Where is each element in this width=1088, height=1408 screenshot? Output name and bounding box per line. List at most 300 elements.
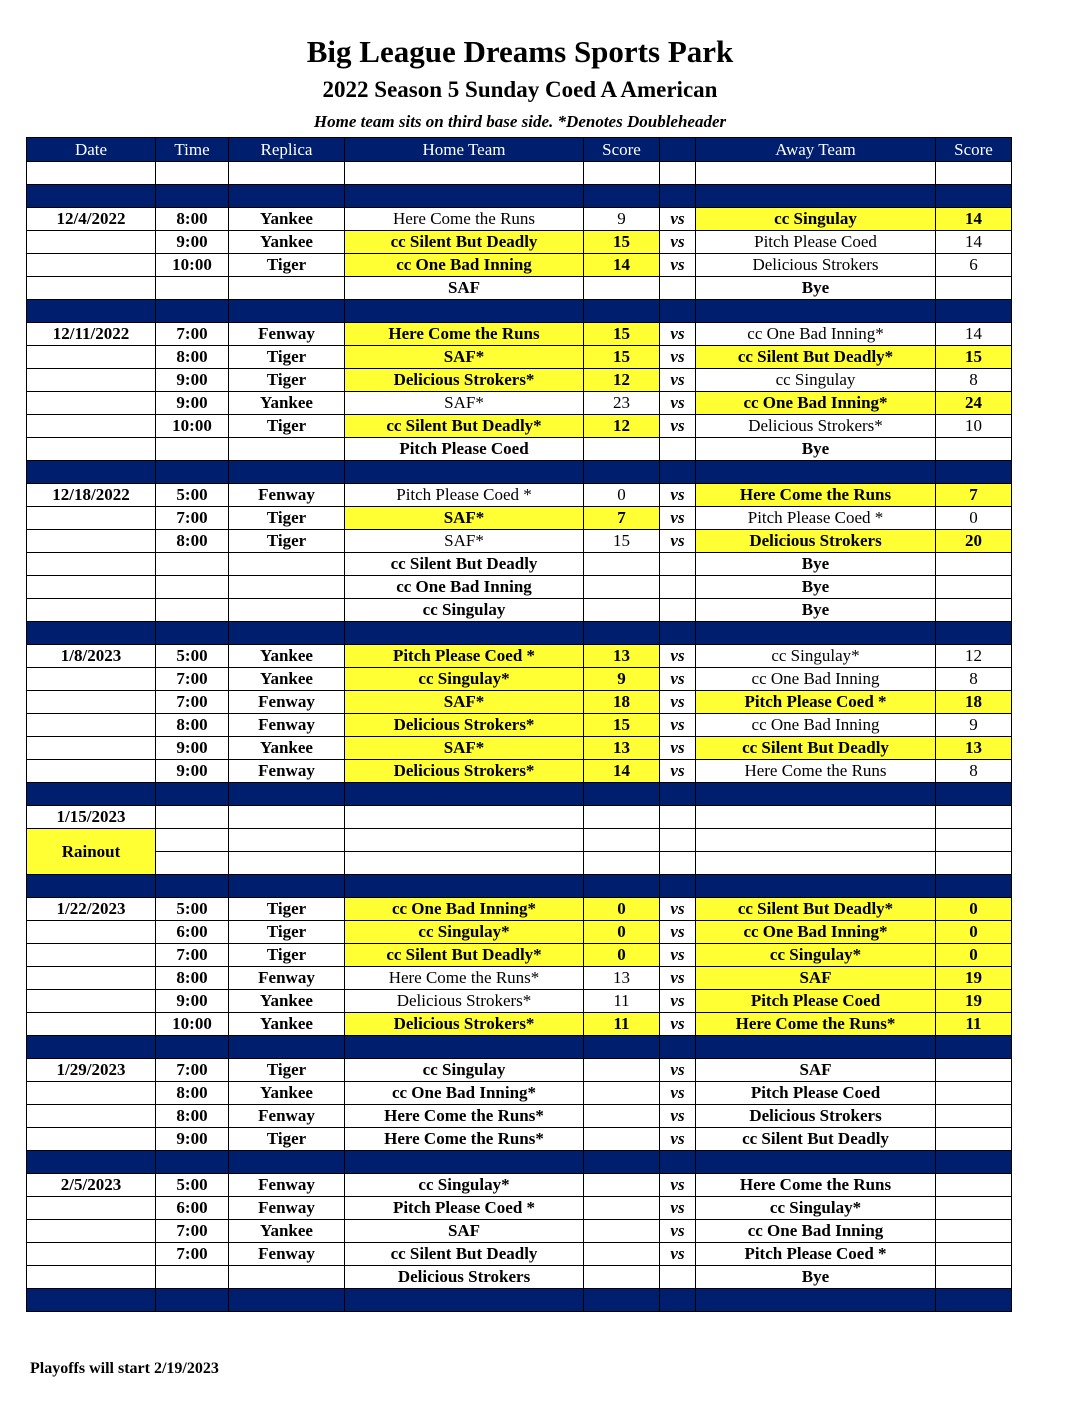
away-team-cell: cc One Bad Inning* xyxy=(696,921,936,944)
home-score-cell: 12 xyxy=(584,415,660,438)
separator-cell xyxy=(229,185,345,208)
home-team-cell: Here Come the Runs* xyxy=(345,1105,584,1128)
home-team-cell: cc Silent But Deadly* xyxy=(345,944,584,967)
date-cell: 12/18/2022 xyxy=(27,484,156,507)
game-row xyxy=(27,967,1012,990)
home-score-cell xyxy=(584,438,660,461)
away-team-cell: Bye xyxy=(696,438,936,461)
schedule-note: Home team sits on third base side. *Denotes Doubleheader xyxy=(313,112,727,131)
home-team-cell: SAF xyxy=(345,1220,584,1243)
date-cell xyxy=(27,1220,156,1243)
date-cell xyxy=(27,1243,156,1266)
away-team-cell: Pitch Please Coed * xyxy=(696,691,936,714)
home-score-cell: 9 xyxy=(584,208,660,231)
date-cell xyxy=(27,231,156,254)
home-team-cell: cc Silent But Deadly xyxy=(345,553,584,576)
home-score-cell xyxy=(584,1105,660,1128)
separator-cell xyxy=(584,185,660,208)
home-score-cell: 13 xyxy=(584,737,660,760)
date-cell xyxy=(27,760,156,783)
replica-cell: Fenway xyxy=(229,1243,345,1266)
away-team-cell: Pitch Please Coed xyxy=(696,990,936,1013)
game-row xyxy=(27,576,1012,599)
away-score-cell: 14 xyxy=(936,208,1012,231)
separator-cell xyxy=(27,1151,156,1174)
home-team-cell: SAF* xyxy=(345,530,584,553)
away-team-cell: Pitch Please Coed * xyxy=(696,507,936,530)
separator-cell xyxy=(27,185,156,208)
separator-cell xyxy=(936,1151,1012,1174)
home-team-cell: Pitch Please Coed * xyxy=(345,484,584,507)
away-score-cell: 14 xyxy=(936,323,1012,346)
replica-cell xyxy=(229,553,345,576)
home-score-cell: 14 xyxy=(584,760,660,783)
vs-cell xyxy=(660,438,696,461)
time-cell xyxy=(156,438,229,461)
rainout-row xyxy=(27,829,1012,852)
away-team-cell: cc Singulay xyxy=(696,208,936,231)
separator-cell xyxy=(660,1151,696,1174)
replica-cell: Yankee xyxy=(229,1220,345,1243)
game-row xyxy=(27,990,1012,1013)
game-row xyxy=(27,921,1012,944)
separator-cell xyxy=(584,300,660,323)
away-team-cell: cc Singulay* xyxy=(696,645,936,668)
separator-cell xyxy=(27,300,156,323)
away-score-cell xyxy=(936,1220,1012,1243)
week-separator xyxy=(27,185,1012,208)
home-team-cell: cc Singulay* xyxy=(345,921,584,944)
away-score-cell xyxy=(936,1082,1012,1105)
game-row xyxy=(27,760,1012,783)
date-cell xyxy=(27,1197,156,1220)
vs-cell: vs xyxy=(660,507,696,530)
blank-cell xyxy=(229,829,345,852)
away-team-cell: Bye xyxy=(696,576,936,599)
away-team-cell: cc One Bad Inning xyxy=(696,1220,936,1243)
home-team-cell: SAF* xyxy=(345,737,584,760)
vs-cell: vs xyxy=(660,208,696,231)
separator-cell xyxy=(156,1151,229,1174)
away-score-cell: 18 xyxy=(936,691,1012,714)
away-team-cell: Pitch Please Coed xyxy=(696,231,936,254)
away-score-cell xyxy=(936,1059,1012,1082)
vs-cell: vs xyxy=(660,1059,696,1082)
blank-cell xyxy=(229,806,345,829)
separator-cell xyxy=(660,1036,696,1059)
game-row xyxy=(27,1013,1012,1036)
home-team-cell: Delicious Strokers* xyxy=(345,369,584,392)
away-team-cell: cc One Bad Inning* xyxy=(696,392,936,415)
separator-cell xyxy=(156,300,229,323)
home-score-cell: 18 xyxy=(584,691,660,714)
week-separator xyxy=(27,783,1012,806)
away-score-cell: 20 xyxy=(936,530,1012,553)
vs-cell: vs xyxy=(660,415,696,438)
blank-cell xyxy=(229,852,345,875)
date-cell xyxy=(27,254,156,277)
replica-cell: Fenway xyxy=(229,323,345,346)
separator-cell xyxy=(345,300,584,323)
date-cell xyxy=(27,714,156,737)
replica-cell: Fenway xyxy=(229,760,345,783)
time-cell xyxy=(156,277,229,300)
date-cell xyxy=(27,1266,156,1289)
home-team-cell: cc Silent But Deadly xyxy=(345,1243,584,1266)
vs-cell: vs xyxy=(660,1220,696,1243)
rainout-badge: Rainout xyxy=(27,829,156,875)
home-score-cell: 15 xyxy=(584,346,660,369)
home-team-cell: Pitch Please Coed xyxy=(345,438,584,461)
replica-cell: Yankee xyxy=(229,645,345,668)
away-score-cell: 8 xyxy=(936,760,1012,783)
vs-cell: vs xyxy=(660,645,696,668)
separator-cell xyxy=(229,461,345,484)
away-team-cell: cc Singulay* xyxy=(696,1197,936,1220)
separator-cell xyxy=(936,300,1012,323)
game-row xyxy=(27,484,1012,507)
replica-cell: Yankee xyxy=(229,1082,345,1105)
separator-cell xyxy=(696,875,936,898)
home-score-cell: 0 xyxy=(584,921,660,944)
away-score-cell: 0 xyxy=(936,944,1012,967)
home-score-cell xyxy=(584,576,660,599)
away-score-cell: 13 xyxy=(936,737,1012,760)
home-score-cell: 15 xyxy=(584,231,660,254)
time-cell: 7:00 xyxy=(156,1059,229,1082)
away-team-cell: Bye xyxy=(696,277,936,300)
time-cell: 9:00 xyxy=(156,231,229,254)
home-team-cell: cc One Bad Inning xyxy=(345,254,584,277)
home-score-cell xyxy=(584,277,660,300)
home-score-cell xyxy=(584,1197,660,1220)
replica-cell: Tiger xyxy=(229,944,345,967)
separator-cell xyxy=(584,783,660,806)
separator-cell xyxy=(27,875,156,898)
home-team-cell: cc Singulay xyxy=(345,599,584,622)
separator-cell xyxy=(156,622,229,645)
separator-cell xyxy=(660,783,696,806)
date-cell xyxy=(27,576,156,599)
away-team-cell: Delicious Strokers xyxy=(696,254,936,277)
vs-cell: vs xyxy=(660,530,696,553)
separator-cell xyxy=(345,783,584,806)
blank-cell xyxy=(936,806,1012,829)
replica-cell: Tiger xyxy=(229,254,345,277)
blank-cell xyxy=(660,162,696,185)
separator-cell xyxy=(584,1289,660,1312)
away-score-cell: 6 xyxy=(936,254,1012,277)
time-cell xyxy=(156,1266,229,1289)
page-subtitle: 2022 Season 5 Sunday Coed A American xyxy=(322,77,718,102)
replica-cell: Tiger xyxy=(229,1059,345,1082)
time-cell: 9:00 xyxy=(156,392,229,415)
date-cell xyxy=(27,691,156,714)
col-vs xyxy=(660,138,696,162)
replica-cell xyxy=(229,1266,345,1289)
game-row xyxy=(27,208,1012,231)
separator-cell xyxy=(229,300,345,323)
playoffs-note: Playoffs will start 2/19/2023 xyxy=(30,1360,219,1377)
away-score-cell xyxy=(936,553,1012,576)
separator-cell xyxy=(696,300,936,323)
home-score-cell xyxy=(584,1059,660,1082)
game-row xyxy=(27,1266,1012,1289)
away-team-cell: cc One Bad Inning xyxy=(696,714,936,737)
blank-cell xyxy=(584,162,660,185)
date-cell xyxy=(27,392,156,415)
separator-cell xyxy=(660,622,696,645)
date-cell xyxy=(27,438,156,461)
vs-cell: vs xyxy=(660,898,696,921)
game-row xyxy=(27,1174,1012,1197)
vs-cell: vs xyxy=(660,944,696,967)
vs-cell: vs xyxy=(660,1082,696,1105)
game-row xyxy=(27,1059,1012,1082)
game-row xyxy=(27,645,1012,668)
time-cell: 6:00 xyxy=(156,921,229,944)
time-cell xyxy=(156,553,229,576)
time-cell: 8:00 xyxy=(156,1082,229,1105)
separator-cell xyxy=(345,1289,584,1312)
away-score-cell: 15 xyxy=(936,346,1012,369)
replica-cell: Yankee xyxy=(229,668,345,691)
col-away-score: Score xyxy=(936,138,1012,162)
date-cell: 1/22/2023 xyxy=(27,898,156,921)
away-team-cell: SAF xyxy=(696,967,936,990)
home-score-cell: 15 xyxy=(584,530,660,553)
game-row xyxy=(27,944,1012,967)
separator-cell xyxy=(27,461,156,484)
game-row xyxy=(27,714,1012,737)
separator-cell xyxy=(229,1151,345,1174)
page-title: Big League Dreams Sports Park xyxy=(306,34,734,69)
replica-cell xyxy=(229,576,345,599)
replica-cell: Tiger xyxy=(229,346,345,369)
home-team-cell: cc One Bad Inning* xyxy=(345,898,584,921)
home-team-cell: Here Come the Runs xyxy=(345,208,584,231)
game-row xyxy=(27,530,1012,553)
replica-cell xyxy=(229,599,345,622)
replica-cell: Tiger xyxy=(229,921,345,944)
away-score-cell xyxy=(936,1243,1012,1266)
date-cell: 12/11/2022 xyxy=(27,323,156,346)
separator-cell xyxy=(660,875,696,898)
home-score-cell: 14 xyxy=(584,254,660,277)
game-row xyxy=(27,323,1012,346)
away-score-cell xyxy=(936,1174,1012,1197)
away-team-cell: cc Singulay xyxy=(696,369,936,392)
replica-cell: Tiger xyxy=(229,1128,345,1151)
home-team-cell: cc Singulay xyxy=(345,1059,584,1082)
blank-cell xyxy=(345,852,584,875)
away-score-cell: 0 xyxy=(936,507,1012,530)
away-score-cell: 10 xyxy=(936,415,1012,438)
home-team-cell: Delicious Strokers* xyxy=(345,714,584,737)
vs-cell: vs xyxy=(660,1128,696,1151)
away-score-cell: 19 xyxy=(936,967,1012,990)
vs-cell: vs xyxy=(660,231,696,254)
game-row xyxy=(27,346,1012,369)
week-separator xyxy=(27,1289,1012,1312)
away-score-cell: 12 xyxy=(936,645,1012,668)
home-team-cell: Delicious Strokers* xyxy=(345,760,584,783)
blank-cell xyxy=(345,829,584,852)
home-team-cell: Delicious Strokers xyxy=(345,1266,584,1289)
blank-cell xyxy=(345,162,584,185)
away-score-cell: 19 xyxy=(936,990,1012,1013)
replica-cell: Yankee xyxy=(229,231,345,254)
week-separator xyxy=(27,461,1012,484)
game-row xyxy=(27,392,1012,415)
time-cell: 9:00 xyxy=(156,737,229,760)
date-cell xyxy=(27,944,156,967)
replica-cell: Fenway xyxy=(229,1197,345,1220)
vs-cell xyxy=(660,553,696,576)
rainout-row xyxy=(27,852,1012,875)
date-cell xyxy=(27,1082,156,1105)
blank-cell xyxy=(660,806,696,829)
blank-cell xyxy=(936,829,1012,852)
blank-cell xyxy=(156,852,229,875)
home-score-cell: 11 xyxy=(584,990,660,1013)
game-row xyxy=(27,277,1012,300)
game-row xyxy=(27,1220,1012,1243)
home-score-cell xyxy=(584,1082,660,1105)
separator-cell xyxy=(696,783,936,806)
time-cell: 5:00 xyxy=(156,1174,229,1197)
replica-cell: Fenway xyxy=(229,1174,345,1197)
time-cell: 8:00 xyxy=(156,714,229,737)
away-score-cell xyxy=(936,1197,1012,1220)
home-team-cell: Here Come the Runs* xyxy=(345,1128,584,1151)
date-cell xyxy=(27,369,156,392)
blank-cell xyxy=(229,162,345,185)
time-cell: 9:00 xyxy=(156,760,229,783)
game-row xyxy=(27,1243,1012,1266)
home-team-cell: Pitch Please Coed * xyxy=(345,645,584,668)
time-cell: 10:00 xyxy=(156,1013,229,1036)
home-team-cell: Delicious Strokers* xyxy=(345,1013,584,1036)
blank-cell xyxy=(156,806,229,829)
home-score-cell xyxy=(584,1266,660,1289)
date-cell xyxy=(27,530,156,553)
away-score-cell: 14 xyxy=(936,231,1012,254)
replica-cell: Tiger xyxy=(229,898,345,921)
home-team-cell: cc Silent But Deadly* xyxy=(345,415,584,438)
game-row xyxy=(27,668,1012,691)
separator-cell xyxy=(345,1151,584,1174)
time-cell: 8:00 xyxy=(156,530,229,553)
away-score-cell xyxy=(936,1105,1012,1128)
home-score-cell: 0 xyxy=(584,944,660,967)
vs-cell: vs xyxy=(660,668,696,691)
date-cell xyxy=(27,553,156,576)
vs-cell: vs xyxy=(660,1243,696,1266)
away-score-cell: 8 xyxy=(936,668,1012,691)
replica-cell: Yankee xyxy=(229,990,345,1013)
time-cell: 7:00 xyxy=(156,507,229,530)
time-cell: 6:00 xyxy=(156,1197,229,1220)
away-team-cell: Here Come the Runs xyxy=(696,1174,936,1197)
home-score-cell: 11 xyxy=(584,1013,660,1036)
date-cell xyxy=(27,1013,156,1036)
week-separator xyxy=(27,1036,1012,1059)
home-score-cell: 13 xyxy=(584,967,660,990)
separator-cell xyxy=(584,461,660,484)
vs-cell: vs xyxy=(660,921,696,944)
date-cell xyxy=(27,990,156,1013)
separator-cell xyxy=(660,185,696,208)
separator-cell xyxy=(345,875,584,898)
away-team-cell: Bye xyxy=(696,599,936,622)
separator-cell xyxy=(696,1036,936,1059)
time-cell: 8:00 xyxy=(156,346,229,369)
replica-cell: Tiger xyxy=(229,415,345,438)
separator-cell xyxy=(936,461,1012,484)
separator-cell xyxy=(584,1036,660,1059)
time-cell: 9:00 xyxy=(156,990,229,1013)
home-score-cell: 7 xyxy=(584,507,660,530)
away-score-cell xyxy=(936,438,1012,461)
col-time: Time xyxy=(156,138,229,162)
home-team-cell: SAF* xyxy=(345,691,584,714)
replica-cell: Fenway xyxy=(229,691,345,714)
away-score-cell: 0 xyxy=(936,921,1012,944)
away-team-cell: Delicious Strokers xyxy=(696,1105,936,1128)
separator-cell xyxy=(696,622,936,645)
away-team-cell: Pitch Please Coed xyxy=(696,1082,936,1105)
away-score-cell: 8 xyxy=(936,369,1012,392)
separator-cell xyxy=(27,1289,156,1312)
separator-cell xyxy=(156,185,229,208)
away-team-cell: Bye xyxy=(696,553,936,576)
away-score-cell: 24 xyxy=(936,392,1012,415)
vs-cell xyxy=(660,1266,696,1289)
away-score-cell: 11 xyxy=(936,1013,1012,1036)
away-team-cell: cc Silent But Deadly* xyxy=(696,898,936,921)
away-score-cell xyxy=(936,576,1012,599)
separator-cell xyxy=(936,783,1012,806)
away-team-cell: Delicious Strokers* xyxy=(696,415,936,438)
date-cell: 1/29/2023 xyxy=(27,1059,156,1082)
away-team-cell: cc Silent But Deadly xyxy=(696,737,936,760)
replica-cell: Tiger xyxy=(229,369,345,392)
separator-cell xyxy=(156,875,229,898)
week-separator xyxy=(27,1151,1012,1174)
week-separator xyxy=(27,622,1012,645)
separator-cell xyxy=(936,185,1012,208)
vs-cell: vs xyxy=(660,760,696,783)
separator-cell xyxy=(696,461,936,484)
vs-cell: vs xyxy=(660,1013,696,1036)
schedule-table xyxy=(26,137,1012,1312)
home-score-cell: 12 xyxy=(584,369,660,392)
home-score-cell: 9 xyxy=(584,668,660,691)
vs-cell: vs xyxy=(660,484,696,507)
vs-cell xyxy=(660,277,696,300)
blank-cell xyxy=(27,162,156,185)
separator-cell xyxy=(156,1036,229,1059)
separator-cell xyxy=(696,1289,936,1312)
home-score-cell xyxy=(584,1174,660,1197)
time-cell: 7:00 xyxy=(156,691,229,714)
game-row xyxy=(27,507,1012,530)
vs-cell: vs xyxy=(660,1105,696,1128)
time-cell: 10:00 xyxy=(156,415,229,438)
home-team-cell: Here Come the Runs* xyxy=(345,967,584,990)
separator-cell xyxy=(345,185,584,208)
